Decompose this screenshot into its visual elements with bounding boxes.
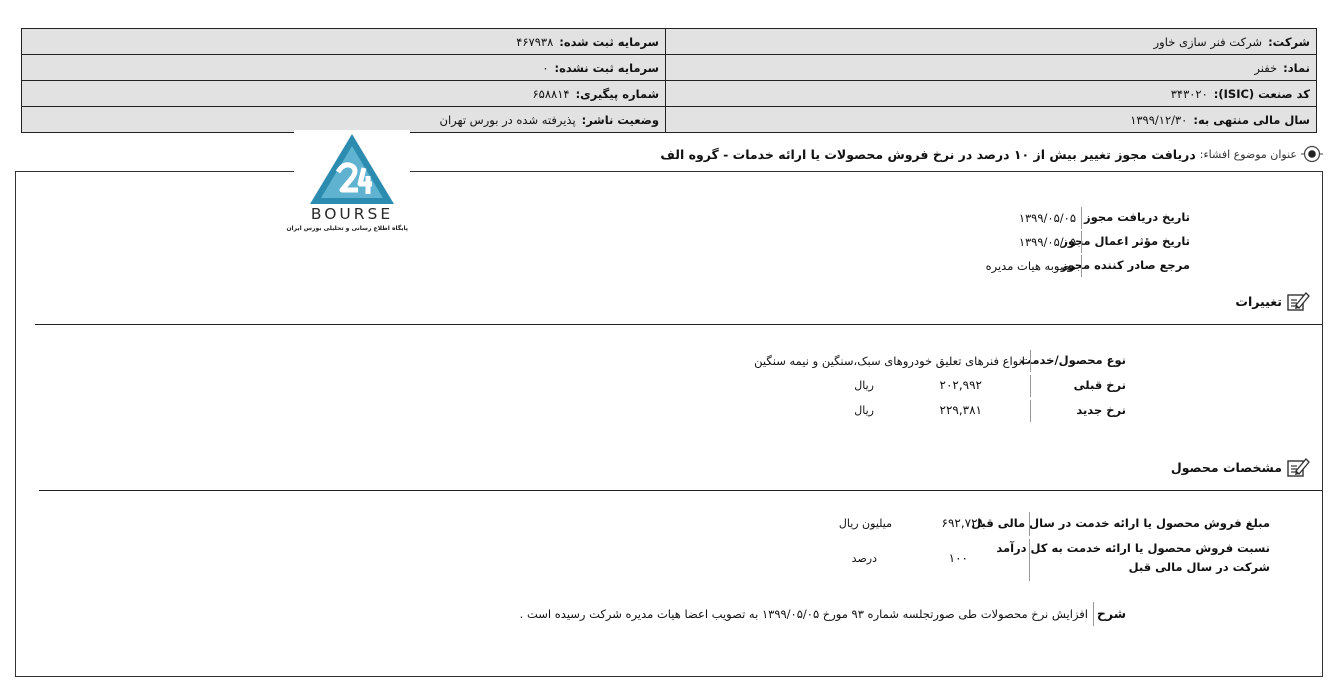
fiscal-year-value: ۱۳۹۹/۱۲/۳۰ bbox=[1130, 113, 1188, 127]
description-row bbox=[506, 602, 1126, 626]
logo-mountain-icon bbox=[308, 132, 396, 206]
registered-capital-label: سرمایه ثبت شده: bbox=[559, 35, 659, 49]
symbol-value: خفنر bbox=[1254, 61, 1278, 75]
permit-table bbox=[830, 202, 1190, 282]
fiscal-year-label: سال مالی منتهی به: bbox=[1193, 113, 1310, 127]
description-text: افزایش نرخ محصولات طی صورتجلسه شماره ۹۳ مورخ ۱۳۹۹/۰۵/۰۵ به تصویب اعضا هیات مدیره شرکت رسیده است . bbox=[520, 602, 1094, 626]
new-rate-unit: ریال bbox=[854, 404, 874, 417]
company-value: شرکت فنر سازی خاور bbox=[1153, 35, 1263, 49]
table-row bbox=[726, 375, 1126, 397]
registered-capital-value: ۴۶۷۹۳۸ bbox=[516, 35, 554, 49]
sales-amount-unit: میلیون ریال bbox=[838, 517, 892, 530]
table-row bbox=[726, 350, 1126, 372]
isic-label: کد صنعت (ISIC): bbox=[1213, 87, 1310, 101]
issuer-value: مصوبه هیات مدیره bbox=[986, 255, 1082, 277]
unregistered-capital-label: سرمایه ثبت نشده: bbox=[554, 61, 659, 75]
unregistered-capital-cell bbox=[22, 55, 666, 80]
product-type-value: انواع فنرهای تعلیق خودروهای سبک،سنگین و نیمه سنگین bbox=[754, 350, 1031, 372]
cell-separator bbox=[1029, 539, 1030, 581]
publisher-status-value: پذیرفته شده در بورس تهران bbox=[439, 113, 576, 127]
fiscal-year-cell bbox=[666, 107, 1316, 133]
issuer-label: مرجع صادر کننده مجوز bbox=[1060, 258, 1190, 272]
company-label: شرکت: bbox=[1268, 35, 1310, 49]
sales-amount-value: ۶۹۲,۷۲۸ bbox=[941, 516, 984, 530]
registered-capital-cell bbox=[22, 29, 666, 54]
table-row bbox=[726, 400, 1126, 422]
symbol-label: نماد: bbox=[1283, 61, 1310, 75]
effective-date-value: ۱۳۹۹/۰۵/۰۵ bbox=[1019, 231, 1082, 253]
table-row bbox=[830, 207, 1190, 229]
new-rate-value: ۲۲۹,۳۸۱ bbox=[939, 403, 982, 417]
product-specs-section-title bbox=[1171, 456, 1310, 478]
disclosure-body bbox=[15, 171, 1323, 677]
table-row bbox=[830, 231, 1190, 253]
isic-cell bbox=[666, 81, 1316, 106]
product-specs-table bbox=[820, 512, 1270, 582]
sales-ratio-label-line2: شرکت در سال مالی قبل bbox=[1128, 560, 1270, 574]
logo-wordmark: BOURSE bbox=[310, 205, 394, 223]
old-rate-label: نرخ قبلی bbox=[1073, 378, 1126, 392]
table-row bbox=[820, 512, 1270, 536]
old-rate-unit: ریال bbox=[854, 379, 874, 392]
divider bbox=[35, 324, 1322, 325]
sales-amount-label: مبلغ فروش محصول یا ارائه خدمت در سال مالی قبل bbox=[971, 516, 1270, 530]
old-rate-value: ۲۰۲,۹۹۲ bbox=[939, 378, 982, 392]
effective-date-label: تاریخ مؤثر اعمال مجوز bbox=[1061, 234, 1190, 248]
info-row bbox=[22, 107, 1316, 133]
divider bbox=[39, 490, 1322, 491]
publisher-status-label: وضعیت ناشر: bbox=[581, 113, 659, 127]
cell-separator bbox=[1030, 375, 1031, 397]
subject-label: عنوان موضوع افشاء: bbox=[1199, 147, 1297, 161]
info-row bbox=[22, 29, 1316, 55]
changes-table bbox=[726, 350, 1126, 422]
subject-title: دریافت مجوز تغییر بیش از ۱۰ درصد در نرخ فروش محصولات یا ارائه خدمات - گروه الف bbox=[660, 146, 1196, 162]
received-date-label: تاریخ دریافت مجوز bbox=[1084, 210, 1190, 224]
changes-title: تغییرات bbox=[1235, 293, 1282, 309]
disclosure-subject bbox=[660, 143, 1323, 165]
table-row bbox=[820, 539, 1270, 581]
unregistered-capital-value: ۰ bbox=[542, 61, 549, 75]
cell-separator bbox=[1030, 400, 1031, 422]
description-label: شرح bbox=[1096, 606, 1126, 621]
cell-separator bbox=[1029, 512, 1030, 536]
sales-ratio-value: ۱۰۰ bbox=[948, 551, 968, 565]
edit-note-icon bbox=[1286, 290, 1310, 312]
company-cell bbox=[666, 29, 1316, 54]
changes-section-title bbox=[1235, 290, 1310, 312]
symbol-cell bbox=[666, 55, 1316, 80]
received-date-value: ۱۳۹۹/۰۵/۰۵ bbox=[1019, 207, 1082, 229]
new-rate-label: نرخ جدید bbox=[1076, 403, 1126, 417]
bourse-logo bbox=[286, 130, 410, 243]
edit-note-icon bbox=[1286, 456, 1310, 478]
table-row bbox=[830, 255, 1190, 277]
target-icon bbox=[1301, 143, 1323, 165]
company-info-table bbox=[21, 28, 1317, 133]
tracking-number-cell bbox=[22, 81, 666, 106]
info-row bbox=[22, 55, 1316, 81]
tracking-number-label: شماره پیگیری: bbox=[575, 87, 659, 101]
sales-ratio-label-line1: نسبت فروش محصول یا ارائه خدمت به کل درآمد bbox=[996, 541, 1270, 555]
product-type-label: نوع محصول/خدمت bbox=[1020, 353, 1126, 367]
isic-value: ۳۴۳۰۲۰ bbox=[1170, 87, 1208, 101]
tracking-number-value: ۶۵۸۸۱۴ bbox=[532, 87, 570, 101]
sales-ratio-unit: درصد bbox=[851, 552, 877, 565]
logo-subtitle: پایگاه اطلاع رسانی و تحلیلی بورس ایران bbox=[286, 225, 408, 232]
info-row bbox=[22, 81, 1316, 107]
product-specs-title: مشخصات محصول bbox=[1170, 459, 1282, 475]
